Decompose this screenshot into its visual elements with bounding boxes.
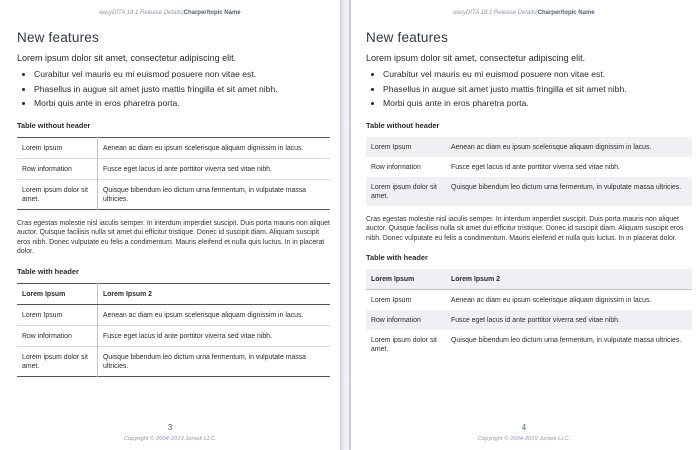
bullet-item: • Morbi quis ante in eros pharetra porta.	[34, 96, 330, 111]
bullet-item: • Morbi quis ante in eros pharetra porta.	[383, 96, 692, 111]
table-with-header-title: Table with header	[366, 253, 428, 263]
page-left	[0, 0, 340, 450]
table-row	[366, 310, 692, 330]
table-row	[17, 179, 330, 209]
table-row	[17, 158, 330, 179]
table-row	[17, 304, 330, 325]
intro-text: Lorem ipsum dolor sit amet, consectetur adipiscing elit.	[366, 53, 586, 63]
table-header-row	[366, 269, 692, 290]
table-cell: Lorem Ipsum	[371, 297, 412, 305]
table-cell: Aenean ac diam eu ipsum scelerisque aliquam dignissim in lacus.	[98, 304, 331, 325]
table-header-cell: Lorem Ipsum 2	[446, 269, 692, 290]
table-row	[366, 330, 692, 359]
table-header-cell: Lorem Ipsum 2	[98, 283, 331, 304]
bullet-list	[17, 67, 330, 111]
section-title: New features	[366, 30, 448, 45]
bullet-item: • Curabitur vel mauris eu mi euismod posuere non vitae est.	[383, 67, 692, 82]
table-cell: Aenean ac diam eu ipsum scelerisque aliquam dignissim in lacus.	[446, 137, 692, 157]
page-content	[17, 28, 330, 377]
running-header	[351, 10, 697, 16]
table-row	[366, 137, 692, 157]
header-chapter: Charper/topic Name	[183, 10, 241, 16]
copyright-footer: Copyright © 2004-2019 Jorsek LLC.	[123, 436, 217, 442]
table-cell: Row information	[17, 325, 98, 346]
table-cell: Row information	[366, 310, 446, 330]
table-cell: Lorem ipsum dolor sit amet.	[17, 346, 98, 376]
table-header-cell: Lorem Ipsum	[17, 283, 98, 304]
section-title: New features	[17, 30, 99, 45]
table-cell: Fusce eget lacus id ante porttitor viverra sed vitae nibh.	[446, 310, 692, 330]
table-cell: Fusce eget lacus id ante porttitor viverra sed vitae nibh.	[98, 158, 331, 179]
table-header-row	[17, 283, 330, 304]
body-paragraph: Cras egestas molestie nisl iaculis semper. In interdum imperdiet suscipit. Duis porta mauris non aliquet auctor. Quisque facilisis nulla sit amet dui efficitur tristique. Donec id suscipit diam. Aliquam suscipit eros nibh. Donec vulputate eu felis a condimentum. Mauris eleifend et nulla quis luctus. In in placerat dolor.	[366, 215, 684, 242]
header-release: easyDITA 18.1 Release Details	[453, 10, 537, 16]
table-cell: Lorem ipsum dolor sit amet.	[17, 179, 98, 209]
table-cell: Lorem Ipsum	[17, 137, 98, 158]
table-without-header-title: Table without header	[17, 120, 91, 130]
table-without-header	[366, 137, 692, 206]
table-row	[366, 177, 692, 206]
header-release: easyDITA 18.1 Release Details	[99, 10, 183, 16]
table-row	[17, 346, 330, 376]
table-header-cell: Lorem Ipsum	[366, 269, 446, 290]
intro-text: Lorem ipsum dolor sit amet, consectetur adipiscing elit.	[17, 53, 237, 63]
bullet-list	[366, 67, 692, 111]
table-without-header	[17, 137, 330, 210]
running-header	[0, 10, 340, 16]
table-with-header	[366, 269, 692, 359]
table-cell: Fusce eget lacus id ante porttitor viverra sed vitae nibh.	[451, 163, 620, 171]
body-paragraph: Cras egestas molestie nisl iaculis semper. In interdum imperdiet suscipit. Duis porta mauris non aliquet auctor. Quisque facilisis nulla sit amet dui efficitur tristique. Donec id suscipit diam. Aliquam suscipit eros nibh. Donec vulputate eu felis a condimentum. Mauris eleifend et nulla quis luctus. In in placerat dolor.	[17, 219, 330, 256]
table-cell: Lorem Ipsum	[366, 137, 446, 157]
bullet-item: • Phasellus in augue sit amet justo mattis fringilla et sit amet nibh.	[383, 82, 692, 97]
bullet-item: • Phasellus in augue sit amet justo mattis fringilla et sit amet nibh.	[34, 82, 330, 97]
table-cell: Lorem ipsum dolor sit amet.	[371, 337, 437, 354]
header-separator: |	[536, 10, 538, 16]
table-cell: Quisque bibendum leo dictum urna fermentum, in vulputate massa ultricies.	[98, 179, 331, 209]
table-cell: Aenean ac diam eu ipsum scelerisque aliquam dignissim in lacus.	[103, 144, 304, 152]
table-cell: Quisque bibendum leo dictum urna fermentum, in vulputate massa ultricies.	[446, 177, 692, 206]
page-right	[351, 0, 697, 450]
page-content	[366, 28, 692, 359]
page-number: 3	[167, 423, 173, 432]
header-chapter: Charper/topic Name	[537, 10, 595, 16]
table-cell: Aenean ac diam eu ipsum scelerisque aliquam dignissim in lacus.	[451, 297, 652, 305]
table-cell: Lorem ipsum dolor sit amet.	[366, 177, 446, 206]
table-cell: Row information	[371, 163, 421, 171]
table-row	[366, 290, 692, 311]
page-number: 4	[521, 423, 527, 432]
table-cell: Quisque bibendum leo dictum urna fermentum, in vulputate massa ultricies.	[451, 337, 682, 345]
table-cell: Lorem Ipsum	[17, 304, 98, 325]
table-with-header-title: Table with header	[17, 266, 79, 276]
table-row	[366, 157, 692, 177]
bullet-item: • Curabitur vel mauris eu mi euismod posuere non vitae est.	[34, 67, 330, 82]
table-with-header	[17, 283, 330, 377]
table-cell: Row information	[17, 158, 98, 179]
table-cell: Fusce eget lacus id ante porttitor viverra sed vitae nibh.	[98, 325, 331, 346]
copyright-footer: Copyright © 2004-2019 Jorsek LLC.	[477, 436, 571, 442]
header-separator: |	[182, 10, 184, 16]
table-row	[17, 137, 330, 158]
table-cell: Quisque bibendum leo dictum urna fermentum, in vulputate massa ultricies.	[98, 346, 331, 376]
table-without-header-title: Table without header	[366, 120, 440, 130]
table-row	[17, 325, 330, 346]
